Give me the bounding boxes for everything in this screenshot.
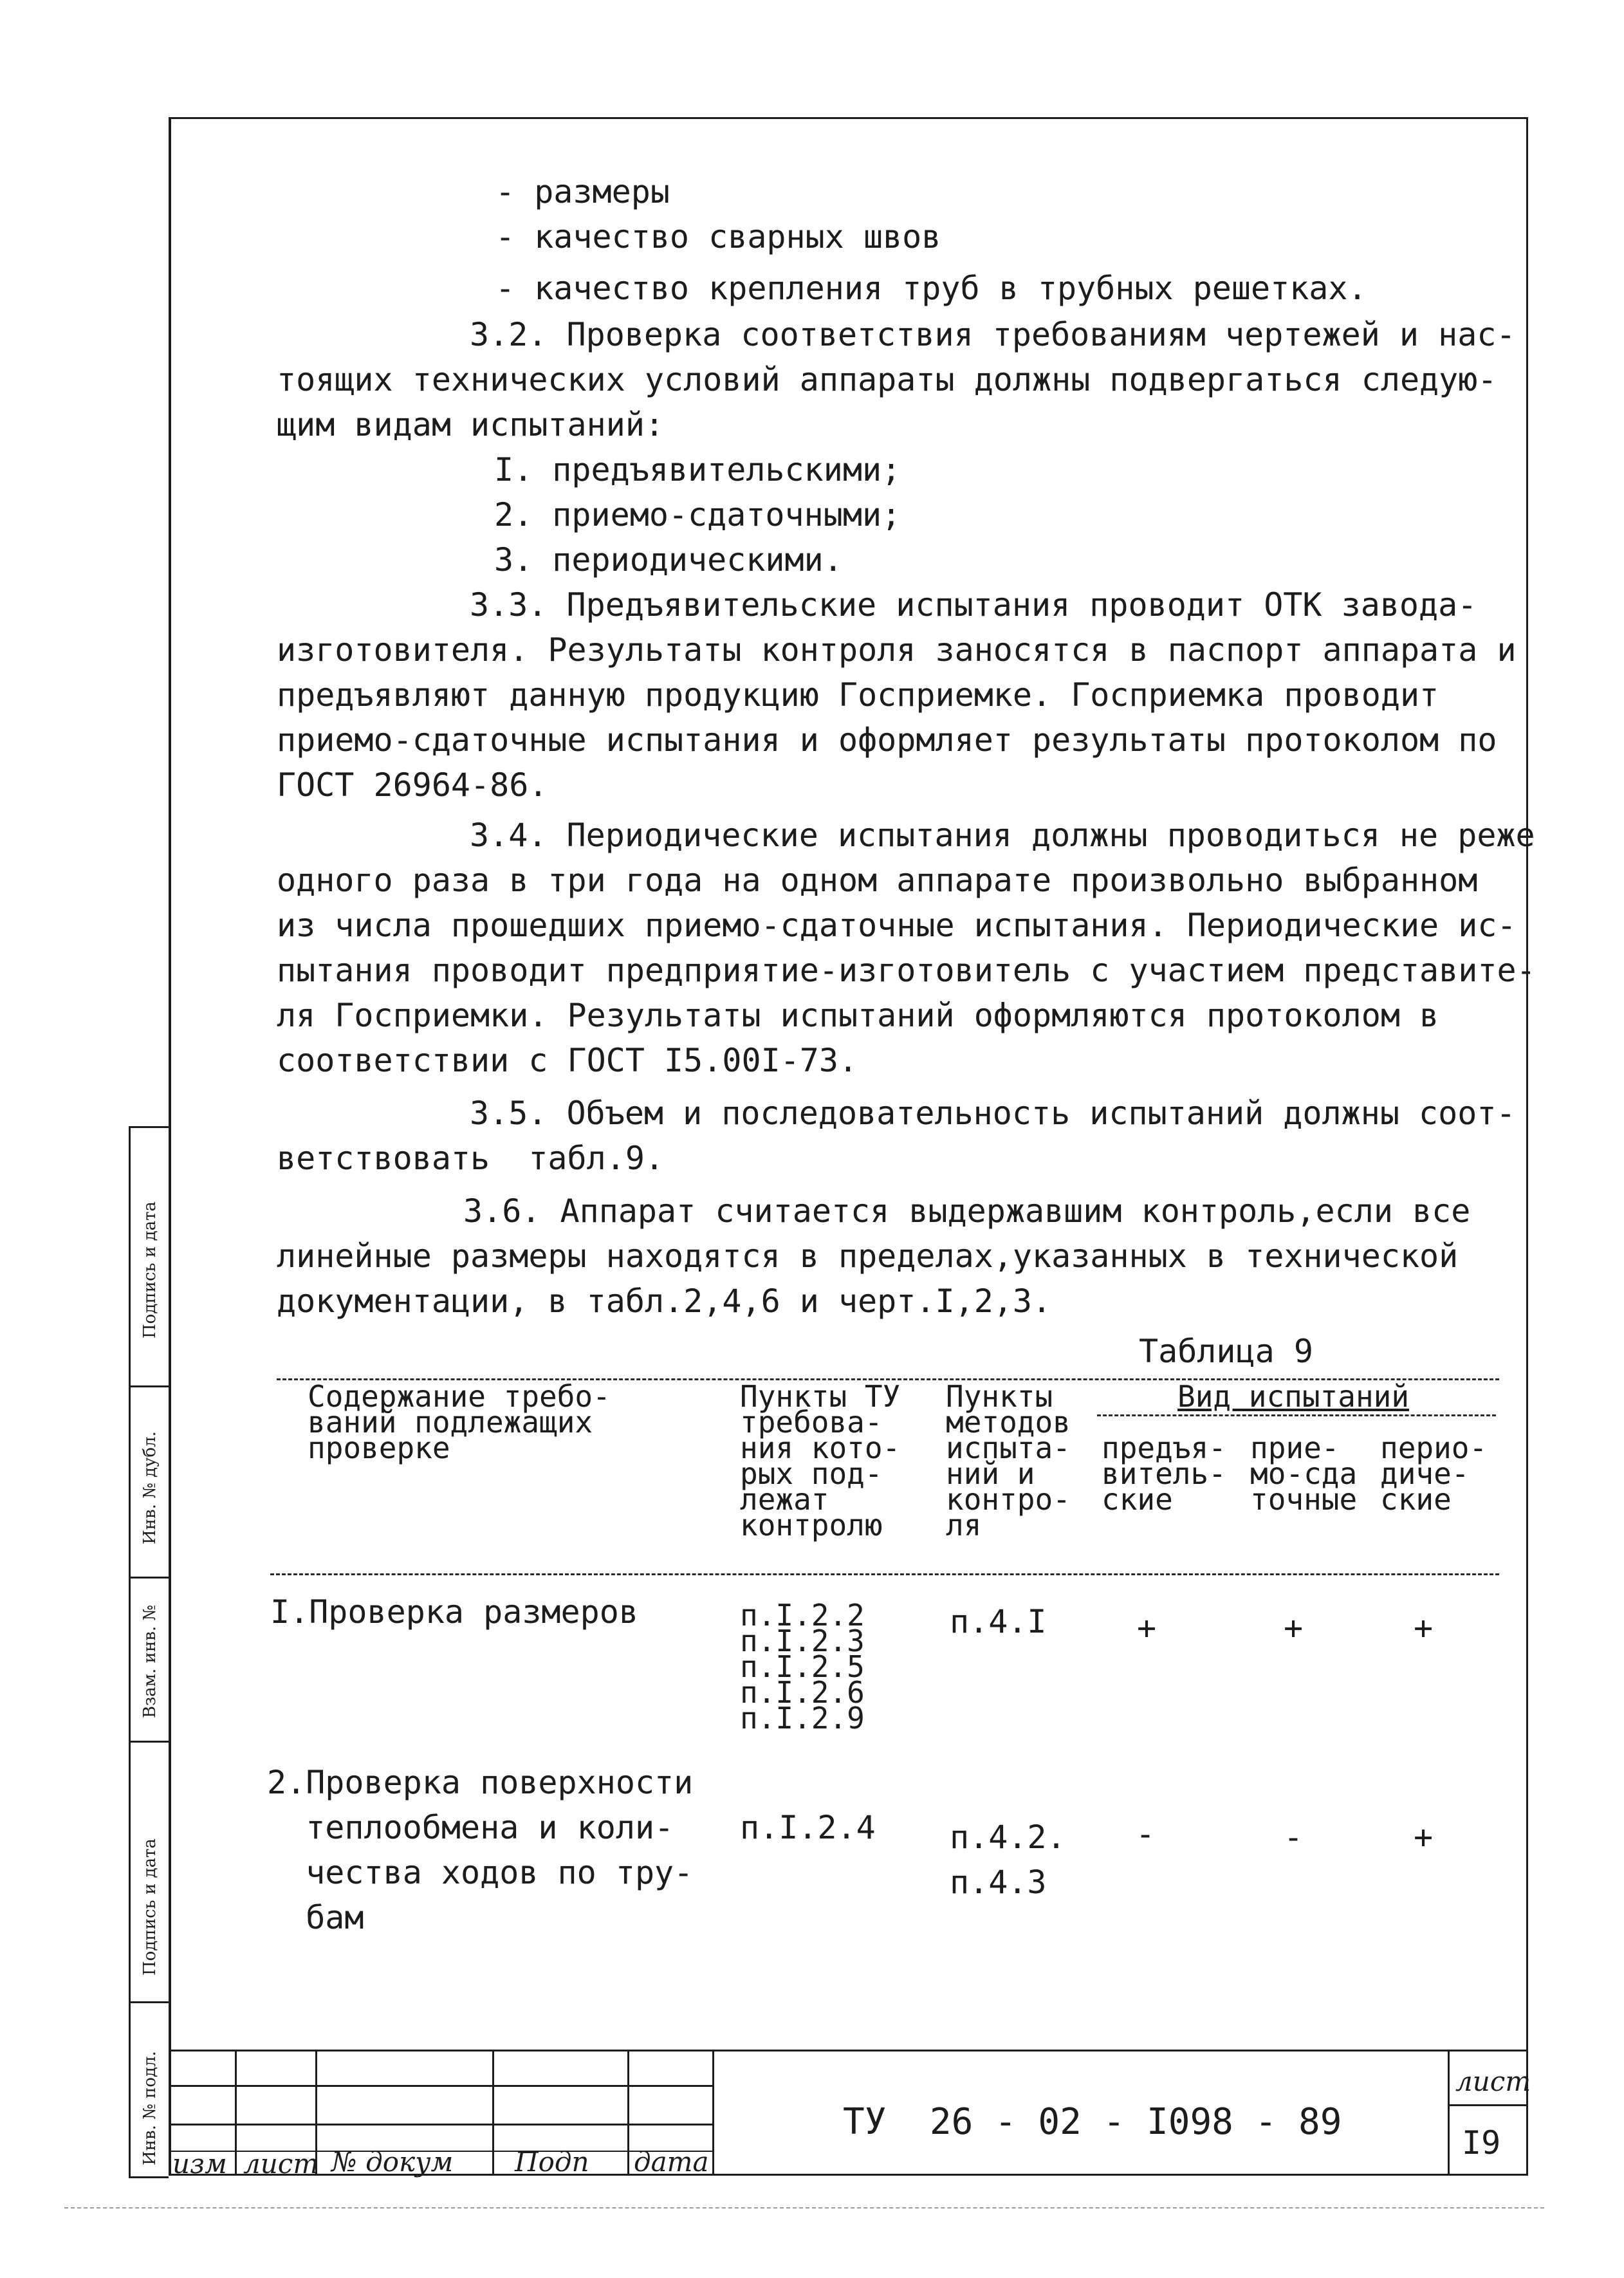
list-item: I. предъявительскими; [494, 451, 901, 488]
header-bottom-rule [270, 1573, 1499, 1575]
page-edge-rule [64, 2207, 1544, 2209]
side-label-signature-date: Подпись и дата [140, 1838, 160, 1976]
sheet-number: I9 [1462, 2124, 1501, 2162]
paragraph-line: тоящих технических условий аппараты должны подвергаться следую- [277, 361, 1497, 398]
row-periodic-mark: + [1414, 1609, 1434, 1647]
title-block-col-rule [712, 2050, 714, 2175]
header-acceptance: прие- мо-сда точные [1250, 1431, 1358, 1517]
document-code: ТУ 26 - 02 - I098 - 89 [843, 2101, 1342, 2143]
paragraph-line: изготовителя. Результаты контроля заносятся в паспорт аппарата и [277, 631, 1517, 669]
row-acceptance-mark: - [1284, 1819, 1304, 1856]
list-item: 3. периодическими. [494, 541, 843, 579]
paragraph-line: 3.5. Объем и последовательность испытаний должны соот- [470, 1095, 1516, 1132]
list-item: - качество крепления труб в трубных решетках. [495, 270, 1367, 307]
sheet-cell-rule [1448, 2104, 1526, 2106]
title-block-col-rule [1448, 2050, 1450, 2175]
title-block-col-rule [627, 2050, 629, 2175]
row-tu-items: п.I.2.4 [740, 1809, 876, 1846]
paragraph-line: из числа прошедших приемо-сдаточные испытания. Периодические ис- [277, 907, 1517, 944]
title-block-col-rule [235, 2050, 237, 2175]
col-label-date: дата [634, 2146, 709, 2178]
row-acceptance-mark: + [1284, 1609, 1304, 1647]
header-tu-items: Пункты ТУ требова- ния кото- рых под- лежат контролю [740, 1379, 901, 1542]
paragraph-line: линейные размеры находятся в пределах,указанных в технической [277, 1237, 1459, 1275]
paragraph-line: предъявляют данную продукцию Госприемке. Госприемка проводит [277, 676, 1439, 714]
side-label-original-inv: Инв. № подл. [140, 2051, 160, 2165]
side-label-duplicate-inv: Инв. № дубл. [140, 1431, 160, 1544]
paragraph-line: 3.3. Предъявительские испытания проводит ОТК завода- [470, 586, 1477, 624]
header-test-type: Вид испытаний [1177, 1379, 1410, 1414]
row-content: 2.Проверка поверхности теплообмена и коли- чества ходов по тру- бам [267, 1764, 694, 1936]
row-presentation-mark: - [1136, 1815, 1156, 1853]
header-content: Содержание требо- ваний подлежащих проверке [308, 1379, 611, 1465]
title-block-row-rule [169, 2085, 712, 2087]
col-label-sheet: лист [243, 2148, 319, 2180]
side-label-signature-date: Подпись и дата [140, 1201, 160, 1338]
title-block-col-rule [492, 2050, 494, 2175]
list-item: 2. приемо-сдаточными; [494, 496, 901, 533]
header-periodic: перио- диче- ские [1380, 1431, 1488, 1517]
table-caption: Таблица 9 [1139, 1333, 1313, 1370]
paragraph-line: 3.2. Проверка соответствия требованиям чертежей и нас- [470, 316, 1516, 353]
group-rule [1097, 1414, 1496, 1416]
list-item: - качество сварных швов [495, 218, 941, 255]
paragraph-line: ГОСТ 26964-86. [277, 766, 548, 804]
row-methods: п.4.2. п.4.3 [950, 1819, 1066, 1901]
sheet-label: лист [1455, 2066, 1531, 2097]
paragraph-line: документации, в табл.2,4,6 и черт.I,2,3. [277, 1283, 1052, 1320]
paragraph-line: ветствовать табл.9. [277, 1140, 665, 1177]
row-periodic-mark: + [1414, 1819, 1434, 1856]
row-presentation-mark: + [1137, 1609, 1157, 1647]
col-label-change: изм [172, 2148, 227, 2180]
header-presentation: предъя- витель- ские [1102, 1431, 1226, 1517]
row-tu-items: п.I.2.2 п.I.2.3 п.I.2.5 п.I.2.6 п.I.2.9 [740, 1598, 865, 1736]
list-item: - размеры [495, 173, 670, 210]
row-methods: п.4.I [950, 1603, 1047, 1640]
col-label-doc-number: № докум [331, 2146, 454, 2178]
paragraph-line: пытания проводит предприятие-изготовитель с участием представите- [277, 952, 1536, 989]
side-label-replacement-inv: Взам. инв. № [140, 1605, 160, 1718]
paragraph-line: соответствии с ГОСТ I5.00I-73. [277, 1042, 858, 1079]
paragraph-line: 3.4. Периодические испытания должны проводиться не реже [470, 817, 1535, 854]
paragraph-line: приемо-сдаточные испытания и оформляет результаты протоколом по [277, 721, 1497, 759]
title-block-row-rule [169, 2124, 712, 2125]
paragraph-line: щим видам испытаний: [277, 406, 665, 443]
header-method-items: Пункты методов испыта- ний и контро- ля [946, 1379, 1071, 1542]
paragraph-line: одного раза в три года на одном аппарате произвольно выбранном [277, 862, 1478, 899]
title-block-top-rule [169, 2050, 1526, 2051]
row-content: I.Проверка размеров [270, 1593, 638, 1631]
col-label-signature: Подп [515, 2146, 589, 2178]
paragraph-line: 3.6. Аппарат считается выдержавшим контроль,если все [463, 1192, 1471, 1230]
paragraph-line: ля Госприемки. Результаты испытаний оформляются протоколом в [277, 997, 1439, 1034]
